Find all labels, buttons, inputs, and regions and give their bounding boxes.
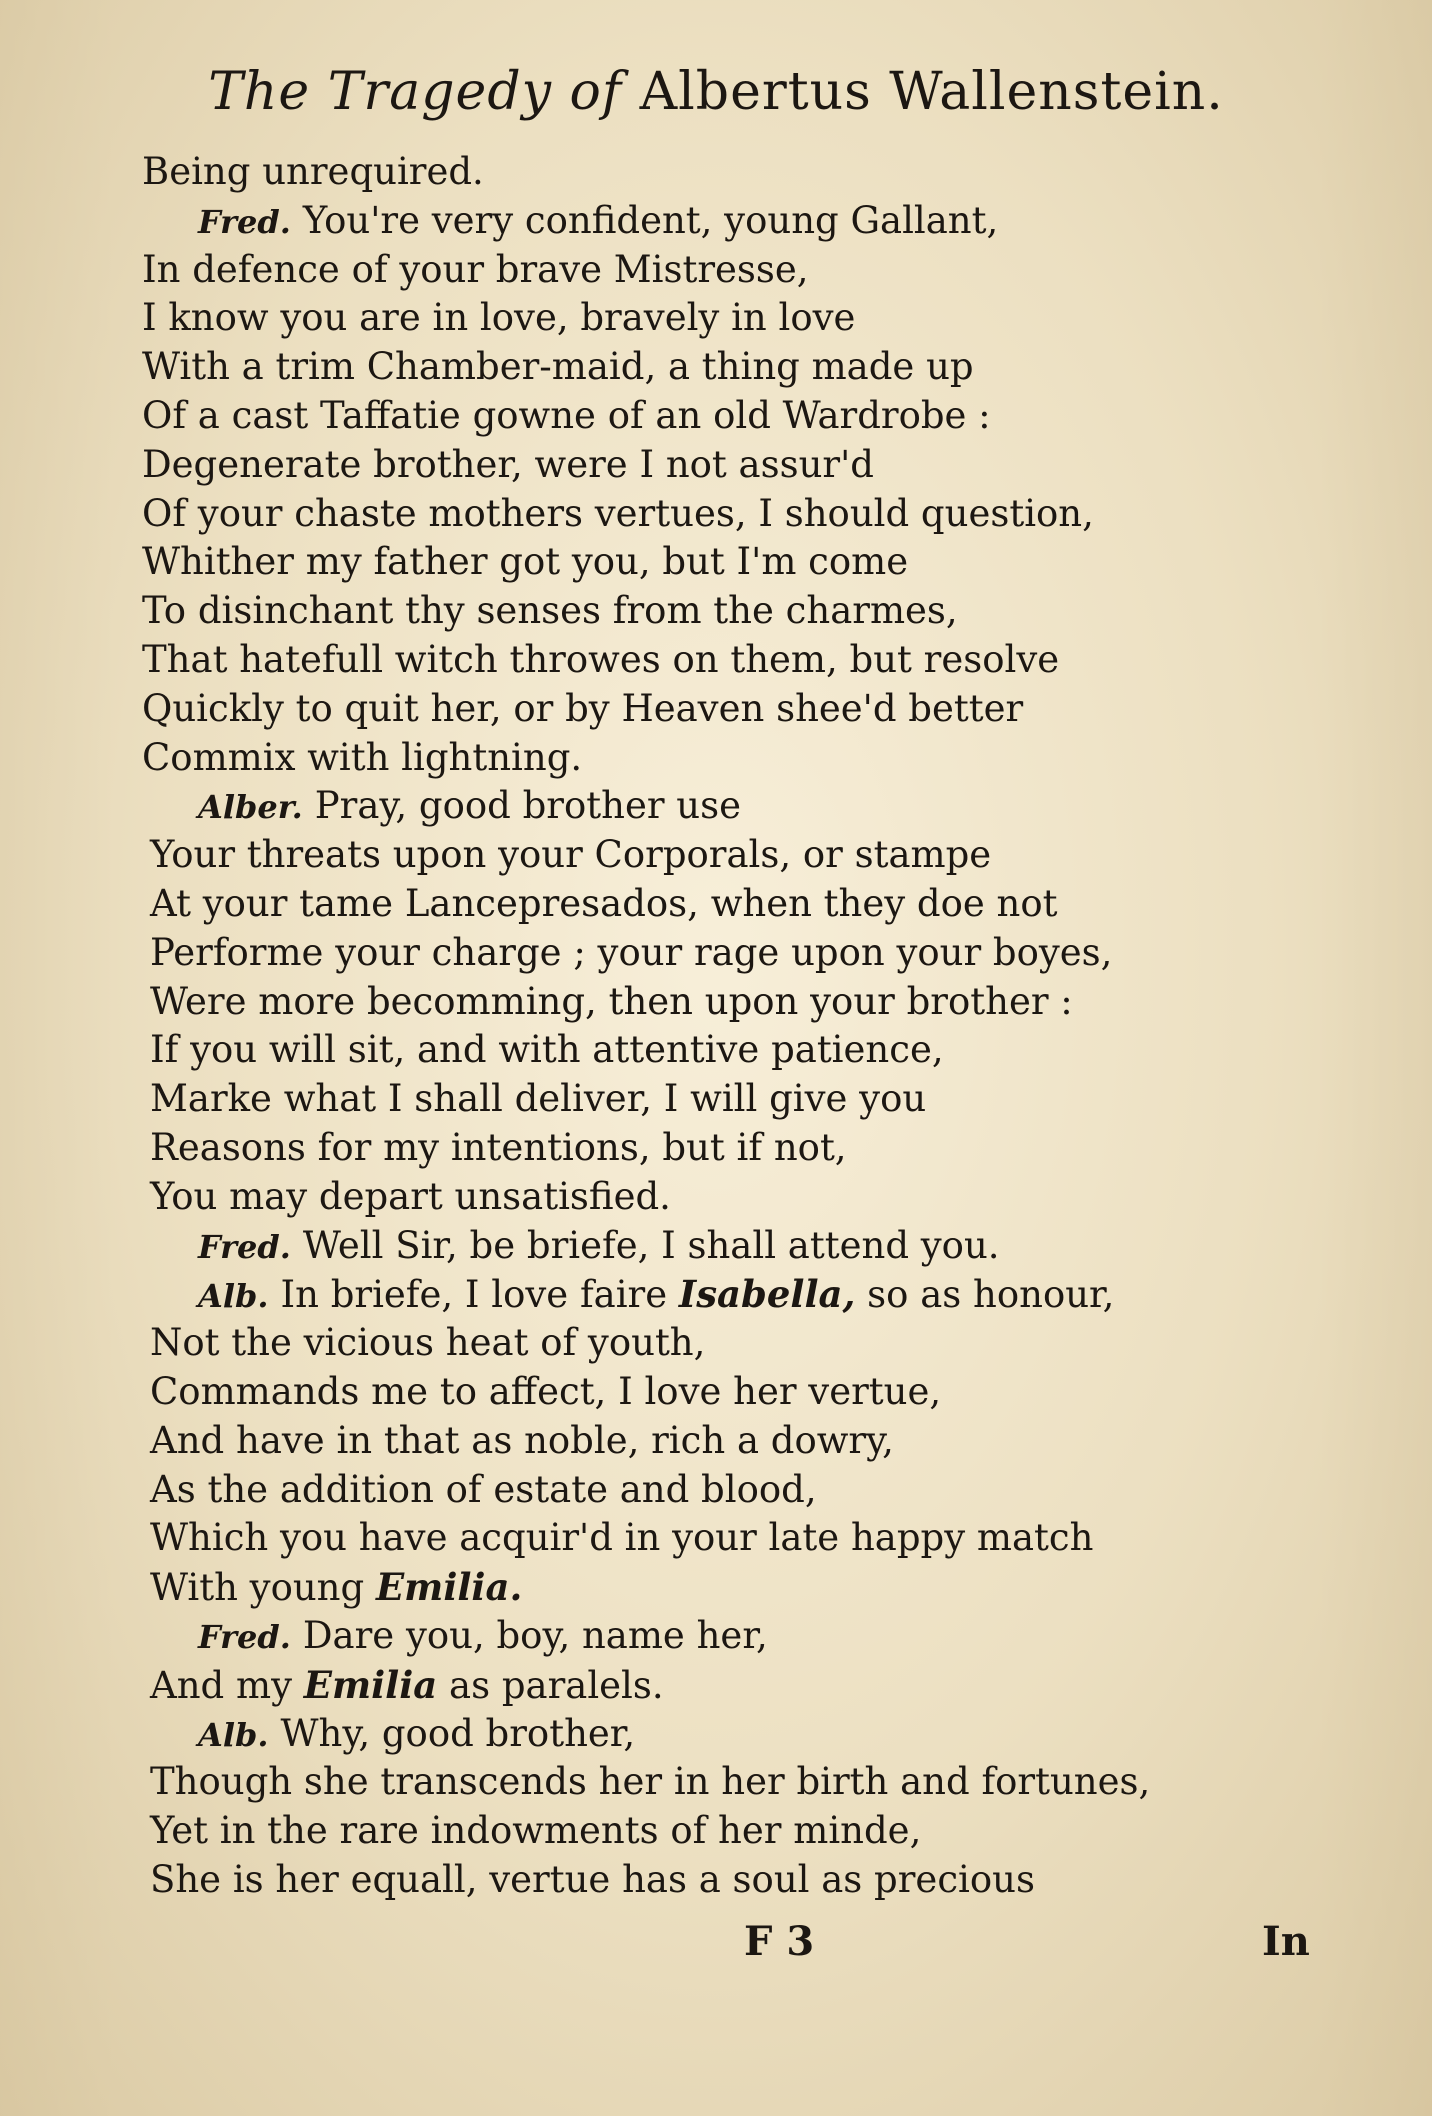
- verse-line: [138, 148, 1318, 197]
- line-text: Quickly to quit her, or by Heaven shee'd better: [142, 686, 1024, 730]
- verse-line: [138, 587, 1318, 636]
- line-text: Commands me to affect, I love her vertue,: [150, 1369, 942, 1413]
- line-text: Of a cast Taffatie gowne of an old Wardrobe :: [142, 393, 991, 437]
- line-text: Not the vicious heat of youth,: [150, 1321, 706, 1365]
- verse-line: [138, 1856, 1318, 1905]
- line-text: Why, good brother,: [280, 1711, 636, 1755]
- verse-line: [138, 294, 1318, 343]
- verse-line: [138, 1661, 1318, 1710]
- verse-line: [138, 1124, 1318, 1173]
- italic-name: Isabella,: [678, 1272, 856, 1317]
- line-text: Your threats upon your Corporals, or stampe: [150, 833, 992, 877]
- catchword: In: [1262, 1918, 1310, 1965]
- line-text: With young: [150, 1566, 365, 1610]
- speaker-name: Fred.: [198, 202, 291, 241]
- verse-line: [138, 1563, 1318, 1612]
- verse-line: [138, 978, 1318, 1027]
- speech-line: [138, 1612, 1318, 1661]
- speaker-name: Fred.: [198, 1227, 291, 1266]
- verse-line: [138, 246, 1318, 295]
- line-text: Were more becomming, then upon your brother :: [150, 979, 1073, 1023]
- page-footer: [0, 1918, 1432, 1978]
- verse-line: [138, 1466, 1318, 1515]
- verse-line: [138, 831, 1318, 880]
- line-text: Performe your charge ; your rage upon your boyes,: [150, 930, 1113, 974]
- verse-line: [138, 441, 1318, 490]
- verse-line: [138, 880, 1318, 929]
- line-text: To disinchant thy senses from the charmes,: [142, 589, 958, 633]
- running-title-italic: The Tragedy of: [208, 62, 623, 122]
- speech-line: [138, 1270, 1318, 1319]
- line-text: Degenerate brother, were I not assur'd: [142, 442, 874, 486]
- line-text: Pray, good brother use: [314, 784, 742, 828]
- speech-line: [138, 197, 1318, 246]
- line-text-continued: so as honour,: [867, 1273, 1115, 1317]
- line-text: She is her equall, vertue has a soul as precious: [150, 1857, 1035, 1901]
- italic-name: Emilia.: [375, 1565, 523, 1610]
- line-text: At your tame Lancepresados, when they doe not: [150, 881, 1058, 925]
- line-text: You may depart unsatisfied.: [150, 1174, 671, 1218]
- line-text: I know you are in love, bravely in love: [142, 296, 856, 340]
- italic-name: Emilia: [303, 1662, 438, 1707]
- verse-line: [138, 1368, 1318, 1417]
- speaker-name: Alb.: [198, 1715, 269, 1754]
- line-text: Well Sir, be briefe, I shall attend you.: [302, 1223, 1000, 1267]
- verse-line: [138, 1075, 1318, 1124]
- verse-line: [138, 1807, 1318, 1856]
- line-text: Being unrequired.: [142, 150, 484, 193]
- line-text: You're very confident, young Gallant,: [302, 198, 999, 242]
- line-text: And have in that as noble, rich a dowry,: [150, 1418, 894, 1462]
- verse-line: [138, 343, 1318, 392]
- verse-line: [138, 490, 1318, 539]
- speaker-name: Alb.: [198, 1277, 269, 1316]
- verse-line: [138, 1417, 1318, 1466]
- running-title: [0, 62, 1432, 122]
- line-text: Reasons for my intentions, but if not,: [150, 1125, 847, 1169]
- line-text-continued: as paralels.: [449, 1663, 664, 1707]
- speaker-name: Alber.: [198, 788, 303, 827]
- line-text: As the addition of estate and blood,: [150, 1467, 817, 1511]
- signature-mark: F 3: [744, 1918, 815, 1965]
- line-text: Though she transcends her in her birth and fortunes,: [150, 1760, 1151, 1804]
- speaker-name: Fred.: [198, 1617, 291, 1656]
- verse-line: [138, 1173, 1318, 1222]
- verse-line: [138, 636, 1318, 685]
- line-text: With a trim Chamber-maid, a thing made up: [142, 345, 974, 389]
- verse-line: [138, 1026, 1318, 1075]
- line-text: If you will sit, and with attentive patience,: [150, 1028, 944, 1072]
- line-text: Yet in the rare indowments of her minde,: [150, 1809, 922, 1853]
- verse-line: [138, 685, 1318, 734]
- speech-line: [138, 1710, 1318, 1759]
- line-text: That hatefull witch throwes on them, but resolve: [142, 637, 1060, 681]
- line-text: Marke what I shall deliver, I will give you: [150, 1077, 927, 1121]
- verse-line: [138, 392, 1318, 441]
- line-text: Of your chaste mothers vertues, I should question,: [142, 491, 1094, 535]
- running-title-roman: Albertus Wallenstein.: [639, 62, 1224, 122]
- speech-line: [138, 782, 1318, 831]
- verse-line: [138, 1514, 1318, 1563]
- speech-line: [138, 1222, 1318, 1271]
- line-text: In briefe, I love faire: [280, 1273, 668, 1317]
- verse-line: [138, 1319, 1318, 1368]
- line-text: Dare you, boy, name her,: [302, 1613, 768, 1657]
- verse-line: [138, 538, 1318, 587]
- line-text: In defence of your brave Mistresse,: [142, 247, 809, 291]
- line-text: Commix with lightning.: [142, 735, 583, 779]
- line-text: Which you have acquir'd in your late happy match: [150, 1516, 1094, 1560]
- line-text: And my: [150, 1663, 292, 1707]
- verse-line: [138, 1758, 1318, 1807]
- play-text: [138, 148, 1318, 1905]
- verse-line: [138, 734, 1318, 783]
- line-text: Whither my father got you, but I'm come: [142, 540, 909, 584]
- verse-line: [138, 929, 1318, 978]
